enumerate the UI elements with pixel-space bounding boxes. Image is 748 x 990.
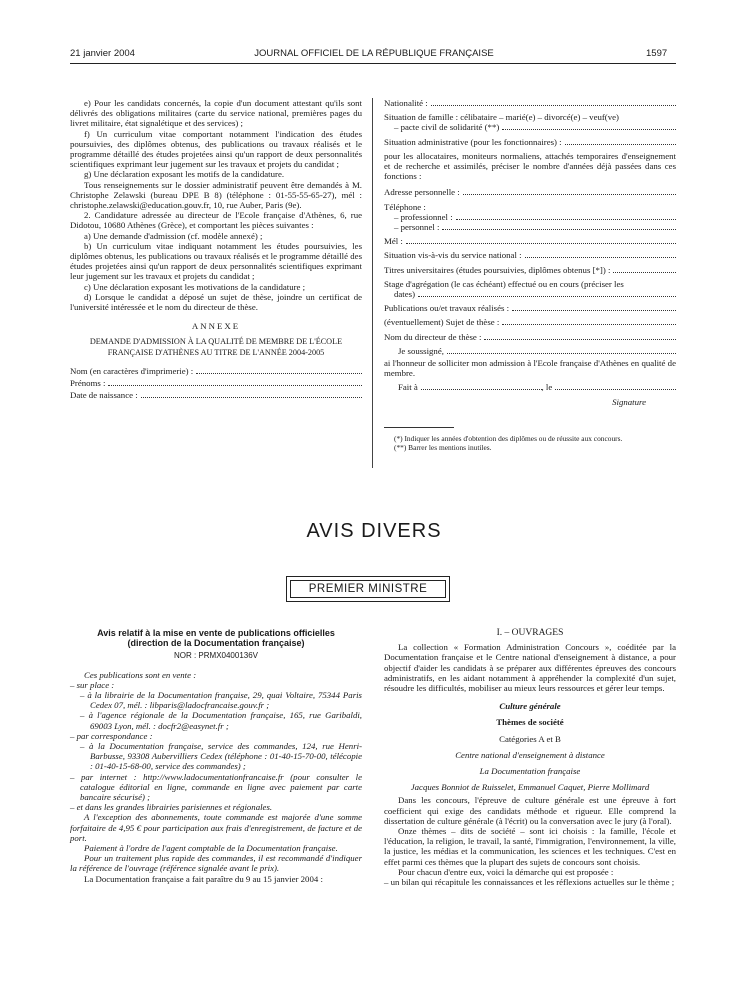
field-situation-famille: Situation de famille : célibataire – marié(e) – divorcé(e) – veuf(ve)	[384, 112, 619, 123]
signature-label: Signature	[612, 396, 646, 407]
para-a: a) Une demande d'admission (cf. modèle annexé) ;	[84, 230, 263, 241]
field-tel-perso: – personnel :	[384, 222, 676, 232]
notice-title: Avis relatif à la mise en vente de publications officielles (direction de la Documentation française)	[97, 628, 335, 649]
footnote-1: (*) Indiquer les années d'obtention des diplômes ou de réussite aux concours.	[394, 433, 623, 443]
journal-title: JOURNAL OFFICIEL DE LA RÉPUBLIQUE FRANÇAISE	[254, 48, 494, 59]
para-c: c) Une déclaration exposant les motivations de la candidature ;	[84, 281, 306, 292]
field-fait-a: Fait à , le	[384, 382, 676, 392]
left-bottom-column	[70, 628, 362, 884]
field-publications: Publications ou/et travaux réalisés :	[384, 303, 676, 313]
para-candidature: 2. Candidature adressée au directeur de l'Ecole française d'Athènes, 6, rue Didotou, 10680 Athènes (Grèce), et comportant les pièces suivantes :	[70, 210, 362, 231]
field-mel: Mél :	[384, 236, 676, 246]
field-naissance: Date de naissance :	[70, 390, 362, 400]
field-honneur: ai l'honneur de solliciter mon admission à l'Ecole française d'Athènes en qualité de membre.	[384, 358, 676, 379]
book-desc-1: Dans les concours, l'épreuve de culture générale est une épreuve à fort coefficient qui exige des candidats méthode et rigueur. Elle comprend la dissertation de culture générale (à l'écrit) ou la conversation avec le jury (à l'oral).	[384, 795, 676, 826]
book-title: Thèmes de société	[496, 717, 564, 728]
column-divider	[372, 98, 373, 468]
field-sujet-these: (éventuellement) Sujet de thèse :	[384, 317, 676, 327]
avis-divers-heading: AVIS DIVERS	[306, 520, 442, 542]
field-soussigne: Je soussigné,	[384, 346, 676, 356]
field-prenoms: Prénoms :	[70, 378, 362, 388]
field-adresse: Adresse personnelle :	[384, 187, 676, 197]
field-pacs: – pacte civil de solidarité (**)	[384, 122, 676, 132]
field-tel-pro: – professionnel :	[384, 212, 676, 222]
field-situation-admin: Situation administrative (pour les fonctionnaires) :	[384, 137, 676, 147]
book-subtitle: Catégories A et B	[499, 733, 561, 744]
book-desc-3: Pour chacun d'entre eux, voici la démarche qui est proposée :	[398, 866, 614, 877]
left-top-column	[70, 98, 362, 400]
footnote-rule	[384, 427, 454, 428]
para-f: f) Un curriculum vitae comportant notamment l'indication des études poursuivies, des diplômes obtenus, des publications ou travaux réalisés et le programme détaillé des études projetées ainsi qu'un rapport de deux personnalités scientifiques exprimant leur jugement sur les travaux et projets du candidat ;	[70, 128, 362, 170]
premier-ministre-box	[286, 576, 450, 602]
footnote-2: (**) Barrer les mentions inutiles.	[394, 442, 492, 452]
book-authors: Jacques Bonniot de Ruisselet, Emmanuel Caquet, Pierre Mollimard	[410, 782, 650, 793]
book-desc-2: Onze thèmes – dits de société – sont ici choisis : la famille, l'école et l'éducation, la religion, le travail, la santé, l'immigration, l'environnement, la ville, la justice, les médias et la communication, les sciences et les techniques. C'est en effet parmi ces thèmes que la plupart des sujets de concours sont choisis.	[384, 826, 676, 867]
right-top-column	[384, 98, 676, 452]
para-d: d) Lorsque le candidat a déposé un sujet de thèse, joindre un certificat de l'université intéressée et le nom du directeur de thèse.	[70, 291, 362, 313]
para-g: g) Une déclaration exposant les motifs de la candidature.	[84, 169, 285, 180]
demande-heading: DEMANDE D'ADMISSION À LA QUALITÉ DE MEMBRE DE L'ÉCOLE FRANÇAISE D'ATHÈNES AU TITRE DE L'ANNÉE 2004-2005	[89, 337, 343, 357]
parution-intro: La Documentation française a fait paraître du 9 au 15 janvier 2004 :	[84, 873, 323, 884]
book-category: Culture générale	[499, 701, 561, 712]
field-telephone: Téléphone :	[384, 201, 426, 212]
annexe-heading: ANNEXE	[191, 321, 241, 332]
book-publisher-1: Centre national d'enseignement à distance	[455, 749, 605, 760]
collection-paragraph: La collection « Formation Administration Concours », coéditée par la Documentation française et le Centre national d'enseignement à distance, a pour objectif d'aider les candidats à se préparer aux différentes épreuves des concours administratifs, en les aidant notamment à appréhender la complexité d'un sujet, résoudre les difficultés, mobiliser au mieux leurs ressources et gérer leur temps.	[384, 642, 676, 694]
book-desc-4: – un bilan qui récapitule les connaissances et les réflexions actuelles sur le thème ;	[384, 877, 675, 888]
para-contact: Tous renseignements sur le dossier administratif peuvent être demandés à M. Christophe Zelawski (bureau DPE B 8) (téléphone : 01-55-55-65-27), mél : christophe.zelawski@education.gouv.fr, 10, rue Auber, Paris (9e).	[70, 179, 362, 211]
page-number: 1597	[646, 48, 668, 59]
field-nationalite: Nationalité :	[384, 98, 676, 108]
header-date: 21 janvier 2004	[70, 48, 135, 59]
sales-list: Ces publications sont en vente : – sur place : – à la librairie de la Documentation française, 29, quai Voltaire, 75344 Paris Cedex 07, mél. : libparis@ladocfrancaise.gouv.fr ; – à l'agence régionale de la Documentation française, 165, rue Garibaldi, 69003 Lyon, mél. : docfr2@easynet.fr ; – par correspondance : – à la Documentation française, service des commandes, 124, rue Henri-Barbusse, 93308 Aubervilliers Cedex (téléphone : 01-40-15-70-00, télécopie : 01-40-15-68-00, service des commandes) ; – par internet : http://www.ladocumentationfrancaise.fr (pour consulter le catalogue éditorial en ligne, commande en ligne avec paiement par carte bancaire sécurisé) ; – et dans les grandes librairies parisiennes et régionales. A l'exception des abonnements, toute commande est majorée d'une somme forfaitaire de 4,95 € pour participation aux frais d'enregistrement, de facture et de port. Paiement à l'ordre de l'agent comptable de la Documentation française. Pour un traitement plus rapide des commandes, il est recommandé d'indiquer la référence de l'ouvrage (référence signalée avant le prix).	[70, 669, 362, 874]
nor-reference: NOR : PRMX0400136V	[173, 651, 259, 661]
field-titres: Titres universitaires (études poursuivies, diplômes obtenus [*]) :	[384, 265, 676, 275]
field-service-national: Situation vis-à-vis du service national :	[384, 250, 676, 260]
field-stage: Stage d'agrégation (le cas échéant) effectué ou en cours (préciser les	[384, 278, 624, 289]
field-stage-dates: dates)	[384, 289, 676, 299]
right-bottom-column	[384, 628, 676, 887]
book-publisher-2: La Documentation française	[479, 766, 581, 777]
para-b: b) Un curriculum vitae indiquant notamment les études poursuivies, les diplômes obtenus, les publications ou travaux réalisés et le programme détaillé des études projetées ainsi qu'un rapport de deux personnalités scientifiques exprimant leur jugement sur les travaux et projets du candidat ;	[70, 240, 362, 282]
premier-ministre-label: PREMIER MINISTRE	[290, 580, 446, 598]
header-rule	[70, 63, 676, 64]
field-allocataires: pour les allocataires, moniteurs normaliens, attachés temporaires d'enseignement et de recherche et assimilés, préciser le nombre d'années déjà passées dans ces fonctions :	[384, 150, 676, 182]
field-directeur: Nom du directeur de thèse :	[384, 332, 676, 342]
field-nom: Nom (en caractères d'imprimerie) :	[70, 366, 362, 376]
para-e: e) Pour les candidats concernés, la copie d'un document attestant qu'ils sont délivrés des obligations militaires (carte du service national, premières pages du livret militaire, état signalétique et des services) ;	[70, 98, 362, 129]
section-ouvrages: I. – OUVRAGES	[496, 628, 564, 638]
